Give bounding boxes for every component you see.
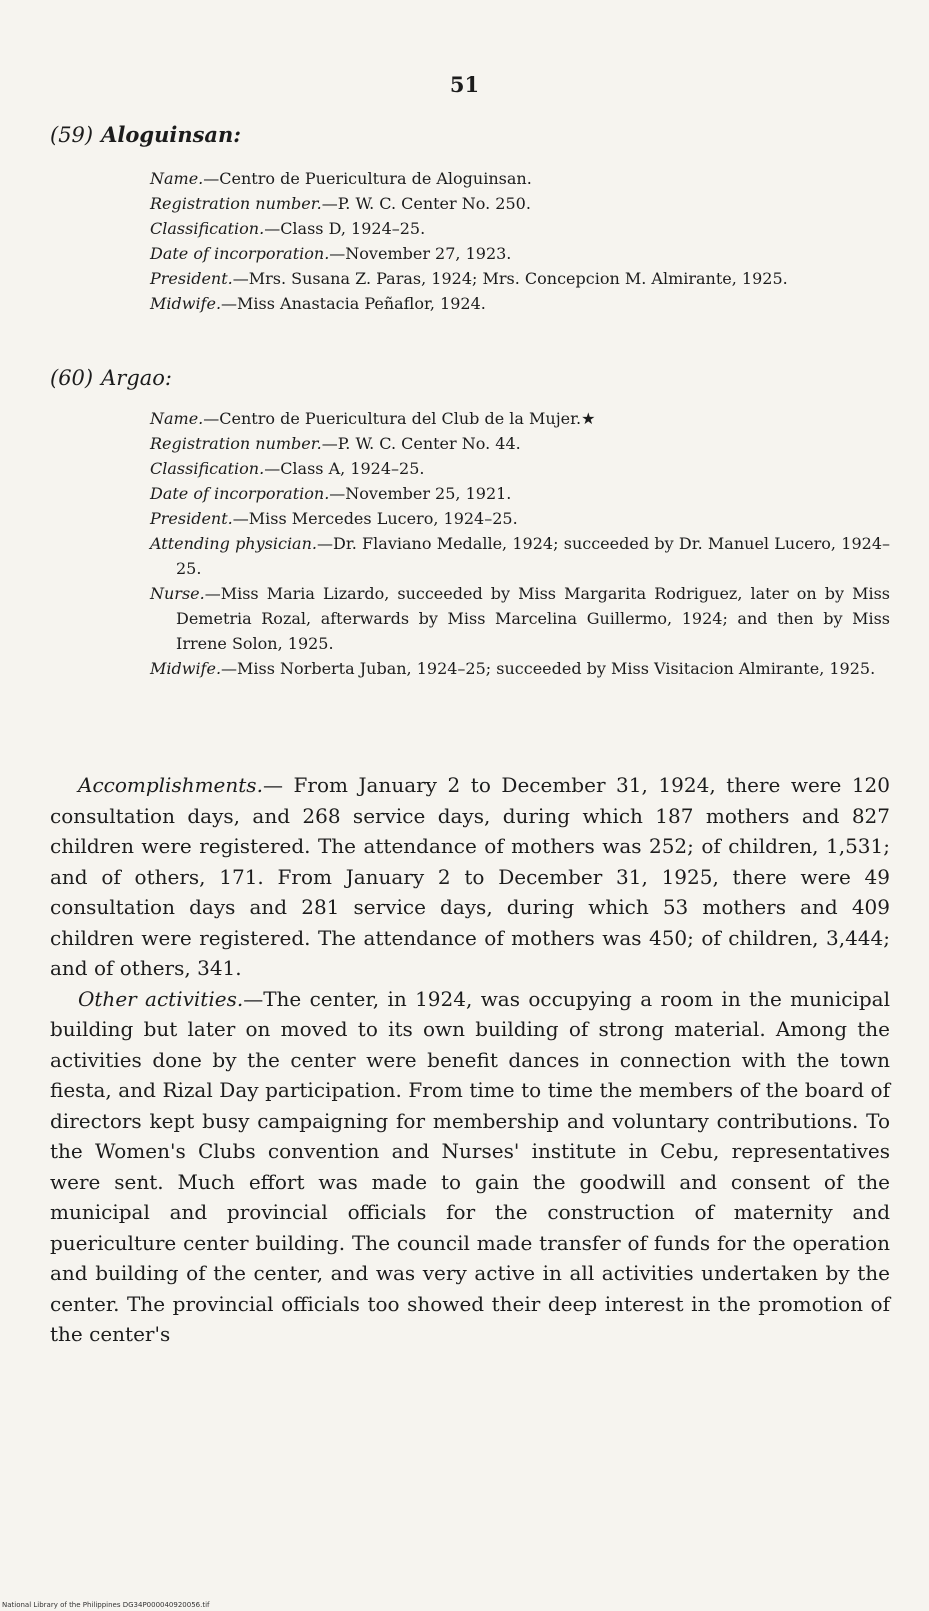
entry-registration-number: Registration number.—P. W. C. Center No. 250. — [150, 194, 531, 213]
entry-date-of-incorporation: Date of incorporation.—November 27, 1923. — [150, 244, 512, 263]
body-text — [50, 770, 890, 1350]
section-name: Argao: — [101, 366, 172, 390]
section-number: (60) — [50, 366, 94, 390]
section-name: Aloguinsan: — [101, 122, 242, 147]
paragraph-other-activities: Other activities.—The center, in 1924, was occupying a room in the municipal building but later on moved to its own building of strong material. Among the activities done by the center were benefit dances in connection with the town fiesta, and Rizal Day participation. From time to time the members of the board of directors kept busy campaigning for membership and voluntary contributions. To the Women's Clubs convention and Nurses' institute in Cebu, representatives were sent. Much effort was made to gain the goodwill and consent of the municipal and provincial officials for the construction of maternity and puericulture center building. The council made transfer of funds for the operation and building of the center, and was very active in all activities undertaken by the center. The provincial officials too showed their deep interest in the promotion of the center's — [50, 986, 890, 1346]
scan-footer: National Library of the Philippines DG34P000040920056.tif — [2, 1601, 210, 1609]
page-number: 51 — [449, 72, 480, 97]
entry-registration-number: Registration number.—P. W. C. Center No. 44. — [150, 434, 521, 453]
entry-attending-physician: Attending physician.—Dr. Flaviano Medalle, 1924; succeeded by Dr. Manuel Lucero, 1924–25. — [150, 534, 890, 578]
section-entries-aloguinsan — [150, 166, 890, 316]
entry-nurse: Nurse.—Miss Maria Lizardo, succeeded by Miss Margarita Rodriguez, later on by Miss Demetria Rozal, afterwards by Miss Marcelina Guillermo, 1924; and then by Miss Irrene Solon, 1925. — [150, 584, 890, 653]
section-heading-aloguinsan — [50, 122, 241, 147]
section-entries-argao — [150, 406, 890, 681]
entry-name: Name.—Centro de Puericultura del Club de la Mujer.★ — [150, 409, 596, 428]
entry-president: President.—Miss Mercedes Lucero, 1924–25. — [150, 509, 518, 528]
entry-midwife: Midwife.—Miss Norberta Juban, 1924–25; succeeded by Miss Visitacion Almirante, 1925. — [150, 659, 876, 678]
entry-classification: Classification.—Class A, 1924–25. — [150, 459, 425, 478]
entry-date-of-incorporation: Date of incorporation.—November 25, 1921. — [150, 484, 512, 503]
paragraph-accomplishments: Accomplishments.— From January 2 to December 31, 1924, there were 120 consultation days, and 268 service days, during which 187 mothers and 827 children were registered. The attendance of mothers was 252; of children, 1,531; and of others, 171. From January 2 to December 31, 1925, there were 49 consultation days and 281 service days, during which 53 mothers and 409 children were registered. The attendance of mothers was 450; of children, 3,444; and of others, 341. — [50, 773, 891, 980]
section-number: (59) — [50, 123, 94, 147]
section-heading-argao — [50, 366, 172, 390]
entry-name: Name.—Centro de Puericultura de Aloguinsan. — [150, 169, 532, 188]
entry-midwife: Midwife.—Miss Anastacia Peñaflor, 1924. — [150, 294, 486, 313]
entry-classification: Classification.—Class D, 1924–25. — [150, 219, 426, 238]
entry-president: President.—Mrs. Susana Z. Paras, 1924; Mrs. Concepcion M. Almirante, 1925. — [150, 269, 788, 288]
